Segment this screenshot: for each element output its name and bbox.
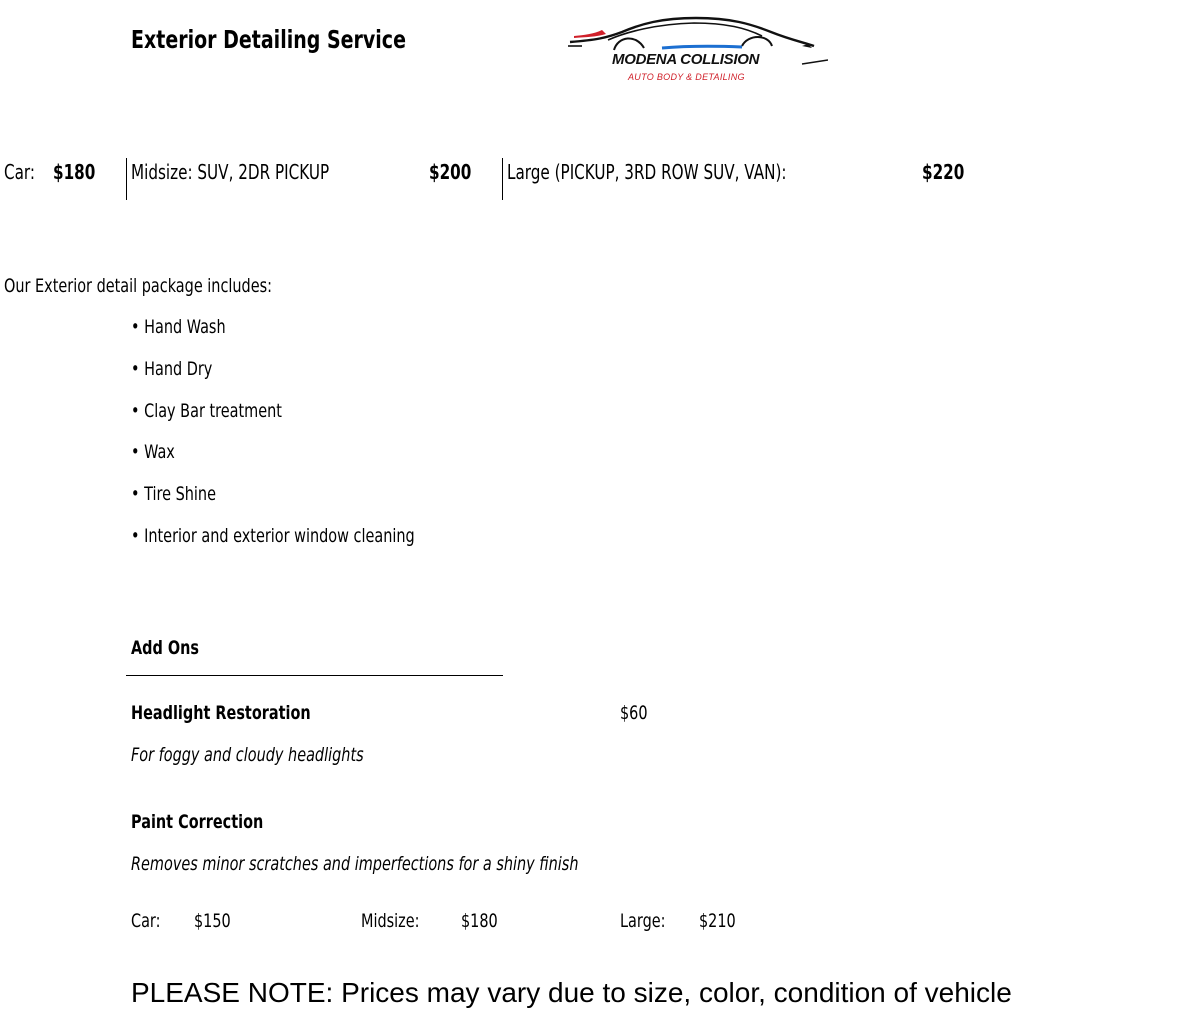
headlight-description: For foggy and cloudy headlights — [131, 744, 364, 766]
paint-large-label: Large: — [620, 910, 666, 932]
list-item: • Hand Dry — [131, 358, 213, 380]
page-title: Exterior Detailing Service — [131, 25, 406, 54]
brand-logo — [566, 10, 828, 90]
paint-midsize-price: $180 — [461, 910, 498, 932]
list-item: • Clay Bar treatment — [131, 400, 282, 422]
addons-heading: Add Ons — [131, 637, 200, 659]
headlight-price: $60 — [620, 702, 648, 724]
midsize-label: Midsize: SUV, 2DR PICKUP — [131, 160, 330, 184]
paint-car-label: Car: — [131, 910, 161, 932]
paint-correction-name: Paint Correction — [131, 811, 264, 833]
list-item: • Interior and exterior window cleaning — [131, 525, 415, 547]
list-item: • Tire Shine — [131, 483, 216, 505]
large-size-label: Large (PICKUP, 3RD ROW SUV, VAN): — [507, 160, 787, 184]
package-intro: Our Exterior detail package includes: — [4, 275, 273, 297]
list-item: • Wax — [131, 441, 175, 463]
paint-correction-description: Removes minor scratches and imperfections for a shiny finish — [131, 853, 579, 875]
midsize-price: $200 — [429, 160, 472, 184]
paint-car-price: $150 — [194, 910, 231, 932]
addons-underline — [126, 675, 503, 676]
paint-midsize-label: Midsize: — [361, 910, 420, 932]
large-size-price: $220 — [922, 160, 965, 184]
car-size-price: $180 — [53, 160, 96, 184]
car-size-label: Car: — [4, 160, 36, 184]
price-divider — [502, 158, 503, 200]
price-divider — [126, 158, 127, 200]
list-item: • Hand Wash — [131, 316, 226, 338]
logo-tagline: AUTO BODY & DETAILING — [628, 72, 745, 82]
headlight-name: Headlight Restoration — [131, 702, 311, 724]
pricing-note: PLEASE NOTE: Prices may vary due to size, color, condition of vehicle — [131, 977, 1012, 1008]
logo-name: MODENA COLLISION — [612, 51, 760, 68]
paint-large-price: $210 — [699, 910, 736, 932]
